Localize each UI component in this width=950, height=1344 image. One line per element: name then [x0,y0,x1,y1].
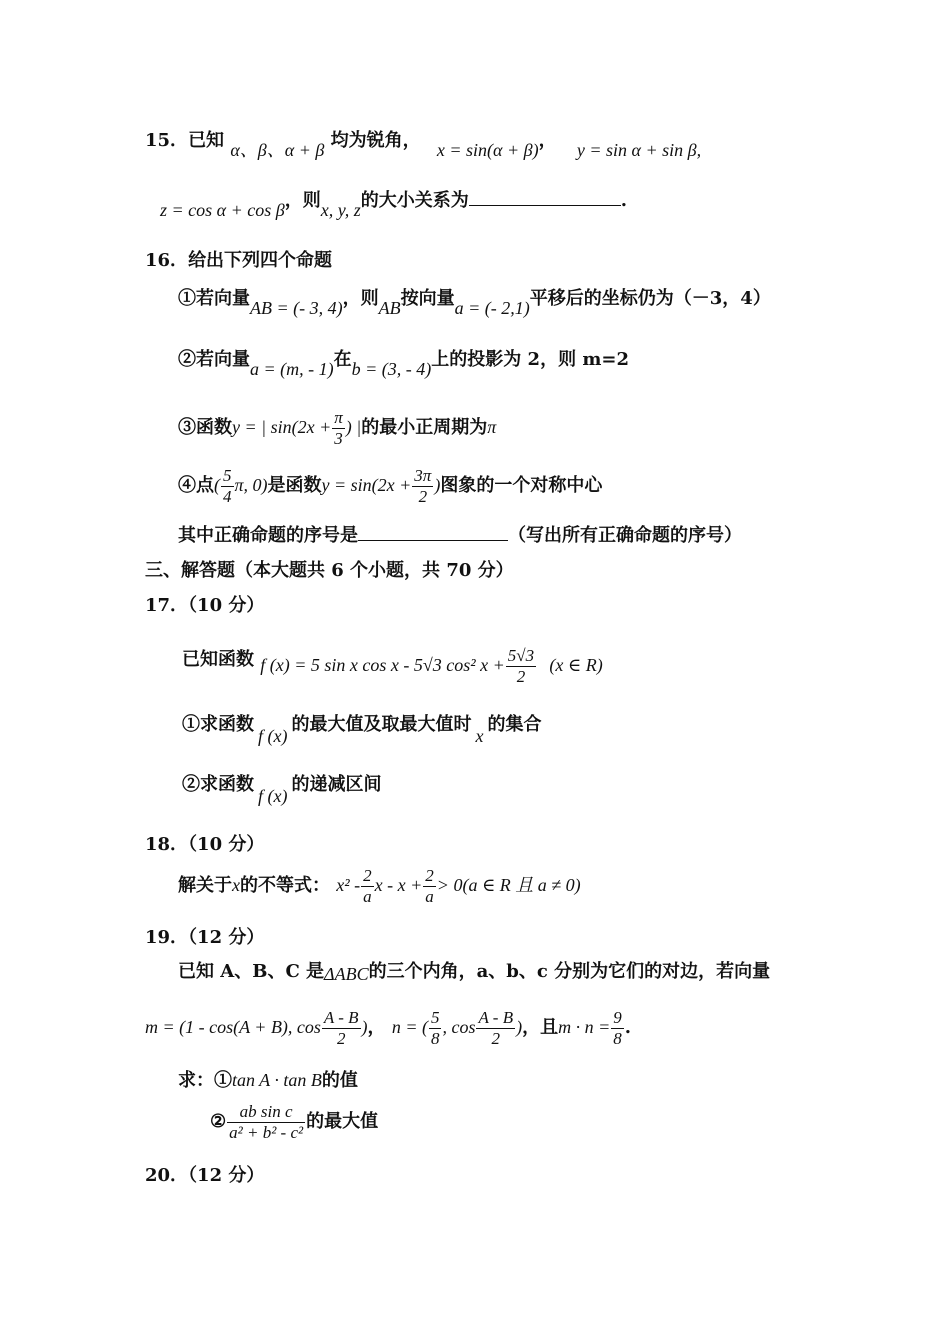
q16-p4-text3: 图象的一个对称中心 [440,475,603,497]
q16-prop1 [178,284,771,318]
q19-math-n-cos: , cos [442,1017,476,1038]
q18-heading [145,830,264,856]
q17-s1-text2: 的最大值及取最大值时 [291,714,472,735]
q15-answer-blank [469,205,621,206]
q17-s2-math-f: f (x) [258,786,288,806]
q17-sub2 [182,770,382,806]
q19-text3: ， [367,1017,386,1039]
q15-math-x: x = sin(α + β) [436,140,539,160]
q16-p2-text3: 上的投影为 2，则 m=2 [431,349,629,370]
q20-number: 20．（12 分） [145,1165,265,1186]
q16-p1-text1: 若向量 [196,288,250,309]
q19-ask-line [178,1066,358,1092]
q16-p3-fraction [332,408,345,448]
q16-p2-mark: ② [178,349,196,370]
q16-p4-text2: 是函数 [267,475,322,497]
q17-math-f: f (x) = 5 sin x cos x - 5√3 cos² x + [260,655,505,676]
q16-p2-text1: 若向量 [196,349,250,370]
q18-math-b: x - x + [374,875,423,896]
q19-number: 19．（12 分） [145,927,265,948]
q16-p3-text2: 的最小正周期为 [361,417,488,439]
q16-p3-math-pi: π [487,417,497,438]
q19-fraction-m [322,1008,361,1048]
q17-number: 17．（10 分） [145,595,265,616]
q16-p4-mark: ④ [178,475,196,497]
q15-number: 15． [145,130,189,151]
frac-num: ab sin c [227,1102,305,1123]
q19-math-m-close: ) [361,1017,368,1038]
q16-p1-math-ab: AB = (- 3, 4) [250,298,343,318]
frac-num: π [334,408,343,427]
q16-p3-mark: ③ [178,417,196,439]
q19-math-n-close: ) [516,1017,523,1038]
section3-title: 三、解答题（本大题共 6 个小题，共 70 分） [145,560,514,581]
frac-num: 5 [223,466,232,485]
frac-num: 3π [414,466,432,485]
frac-den: 8 [613,1028,622,1048]
q16-p1-text3: 按向量 [400,288,455,309]
q19-s2-mark: ② [210,1111,227,1133]
q17-s1-text1: 求函数 [200,714,254,735]
q18-text2: 的不等式： [240,875,330,897]
q18-number: 18．（10 分） [145,834,265,855]
q17-text1: 已知函数 [182,649,254,671]
q15-math-angles: α、β、α + β [230,140,325,160]
q16-p2-text2: 在 [333,349,352,370]
q17-s1-mark: ① [182,714,200,735]
frac-num: 9 [613,1008,622,1027]
q15-text3: ， [538,130,557,151]
q19-text2: 的三个内角，a、b、c 分别为它们的对边，若向量 [368,961,771,982]
frac-num: 2 [425,866,434,885]
q18-math-c: > 0(a ∈ R 且 a ≠ 0) [436,875,581,896]
q19-fraction-n2 [476,1008,515,1048]
q19-fraction-dot [611,1008,624,1048]
q16-prop3 [178,408,496,448]
q16-ask: 其中正确命题的序号是 [178,525,358,546]
q17-s1-math-x: x [475,726,484,746]
q19-ask: 求：① [178,1070,232,1091]
q19-sub2 [210,1102,378,1142]
q16-p1-mark: ① [178,288,196,309]
q15-text4: ，则 [284,190,321,211]
section3-heading [145,556,514,582]
q18-math-a: x² - [336,875,361,896]
q16-p3-math-a: y = | sin(2x + [232,417,332,438]
q17-heading [145,591,264,617]
q16-p4-fraction1 [221,466,234,506]
q15-math-z: z = cos α + cos β [160,200,285,220]
q19-text4: ，且 [522,1017,559,1039]
frac-den: a [363,886,372,906]
q16-title: 给出下列四个命题 [188,250,333,271]
q15-math-y: y = sin α + sin β, [576,140,702,160]
q19-text5: . [624,1017,632,1039]
q19-given-line [178,957,770,983]
frac-den: 2 [336,1028,346,1048]
frac-den: 4 [223,486,232,506]
q16-p1-math-ab2: AB [378,298,401,318]
q16-ask-line [178,521,742,547]
q16-p1-text4: 平移后的坐标仍为（－3，4） [529,288,771,309]
q17-s2-text1: 求函数 [200,774,254,795]
frac-den: 2 [516,666,526,686]
q17-math-domain: (x ∈ R) [549,655,603,676]
q16-prop2 [178,345,629,379]
q17-s2-mark: ② [182,774,200,795]
q16-ask-tail: （写出所有正确命题的序号） [508,525,742,546]
q16-p4-fraction2 [412,466,433,506]
q15-line1 [145,126,702,160]
frac-den: 2 [418,486,428,506]
q17-s2-text2: 的递减区间 [291,774,382,795]
q16-p1-math-a: a = (- 2,1) [454,298,530,318]
q20-heading [145,1161,264,1187]
frac-num: A - B [323,1008,359,1027]
q19-s2-tail: 的最大值 [306,1111,379,1133]
q17-fraction [506,646,536,686]
q16-answer-blank [358,540,508,541]
q17-s1-text3: 的集合 [487,714,542,735]
q17-function-line [182,640,603,686]
q18-fraction2 [423,866,436,906]
q16-p2-math-b: b = (3, - 4) [351,359,432,379]
q19-math-tan: tan A · tan B [232,1070,322,1090]
q18-math-x: x [232,875,240,896]
q15-text5: 的大小关系为 [360,190,469,211]
q19-text1: 已知 A、B、C 是 [178,961,325,982]
q19-fraction-n1 [429,1008,442,1048]
q18-text1: 解关于 [178,875,232,897]
q19-math-triangle: ΔABC [324,964,369,984]
q16-p3-text1: 函数 [196,417,232,439]
frac-num: 5 [430,1008,440,1027]
q19-s2-fraction [227,1102,305,1142]
q15-math-xyz: x, y, z [320,200,361,220]
q16-p4-math-d: ) [434,475,441,496]
q16-p1-text2: ，则 [342,288,379,309]
q15-text1: 已知 [188,130,225,151]
q19-math-dot: m · n = [558,1017,611,1038]
q15-period: . [620,190,627,211]
q16-p4-math-a: ( [214,475,220,496]
q19-ask2: 的值 [321,1070,358,1091]
q19-math-n: n = ( [391,1017,428,1038]
frac-den: 3 [334,428,343,448]
q16-title-line [145,246,332,272]
q16-number: 16． [145,250,189,271]
q17-sub1 [182,710,542,746]
q17-s1-math-f: f (x) [258,726,288,746]
q19-heading [145,923,264,949]
q16-p4-text1: 点 [196,475,214,497]
frac-num: A - B [478,1008,514,1027]
q19-vector-line [145,1008,631,1048]
q16-p4-math-b: π, 0) [234,475,268,496]
frac-num: 2 [363,866,372,885]
q16-prop4 [178,466,602,506]
q15-line2 [160,186,627,220]
q18-inequality-line [178,866,581,906]
frac-num: 5√3 [507,646,535,665]
q16-p4-math-c: y = sin(2x + [321,475,412,496]
frac-den: 8 [430,1028,440,1048]
q18-fraction1 [361,866,374,906]
frac-den: a [425,886,434,906]
q16-p2-math-a: a = (m, - 1) [250,359,334,379]
q16-p3-math-b: ) | [345,417,362,438]
q19-math-m: m = (1 - cos(A + B), cos [145,1017,321,1038]
q15-text2: 均为锐角， [330,130,421,151]
frac-den: 2 [491,1028,501,1048]
frac-den: a² + b² - c² [229,1122,304,1142]
